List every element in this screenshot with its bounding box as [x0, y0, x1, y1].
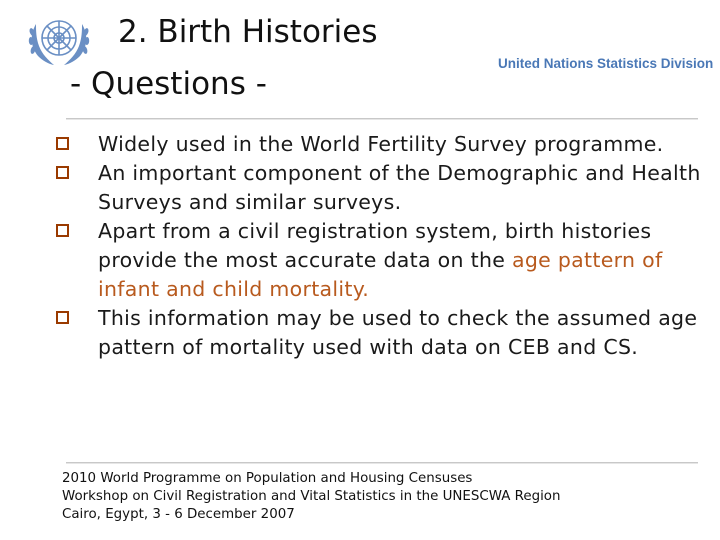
bullet-item — [56, 304, 706, 362]
organization-name: United Nations Statistics Division — [498, 56, 714, 71]
bullet-item — [56, 130, 706, 159]
bullet-item — [56, 217, 706, 304]
footer-line: 2010 World Programme on Population and Housing Censuses — [62, 471, 473, 486]
square-bullet-icon — [56, 137, 69, 150]
bullet-item — [56, 159, 706, 217]
bullet-text: This information may be used to check the assumed age pattern of mortality used with data on CEB and CS. — [98, 306, 698, 359]
slide-subtitle: - Questions - — [70, 66, 267, 102]
bullet-list — [56, 130, 706, 362]
highlighted-text: age pattern of infant and child mortality. — [98, 248, 663, 301]
footer — [62, 470, 560, 524]
footer-line: Workshop on Civil Registration and Vital Statistics in the UNESCWA Region — [62, 489, 561, 504]
square-bullet-icon — [56, 224, 69, 237]
bullet-text: An important component of the Demographic and Health Surveys and similar surveys. — [98, 161, 701, 214]
bullet-text: Apart from a civil registration system, birth histories provide the most accurate data on the — [98, 219, 652, 272]
un-emblem-icon — [22, 8, 96, 72]
square-bullet-icon — [56, 311, 69, 324]
header-divider — [66, 118, 698, 119]
footer-divider — [66, 462, 698, 463]
slide-title: 2. Birth Histories — [118, 14, 378, 50]
square-bullet-icon — [56, 166, 69, 179]
bullet-text: Widely used in the World Fertility Survey programme. — [98, 132, 664, 156]
footer-line: Cairo, Egypt, 3 - 6 December 2007 — [62, 507, 295, 522]
